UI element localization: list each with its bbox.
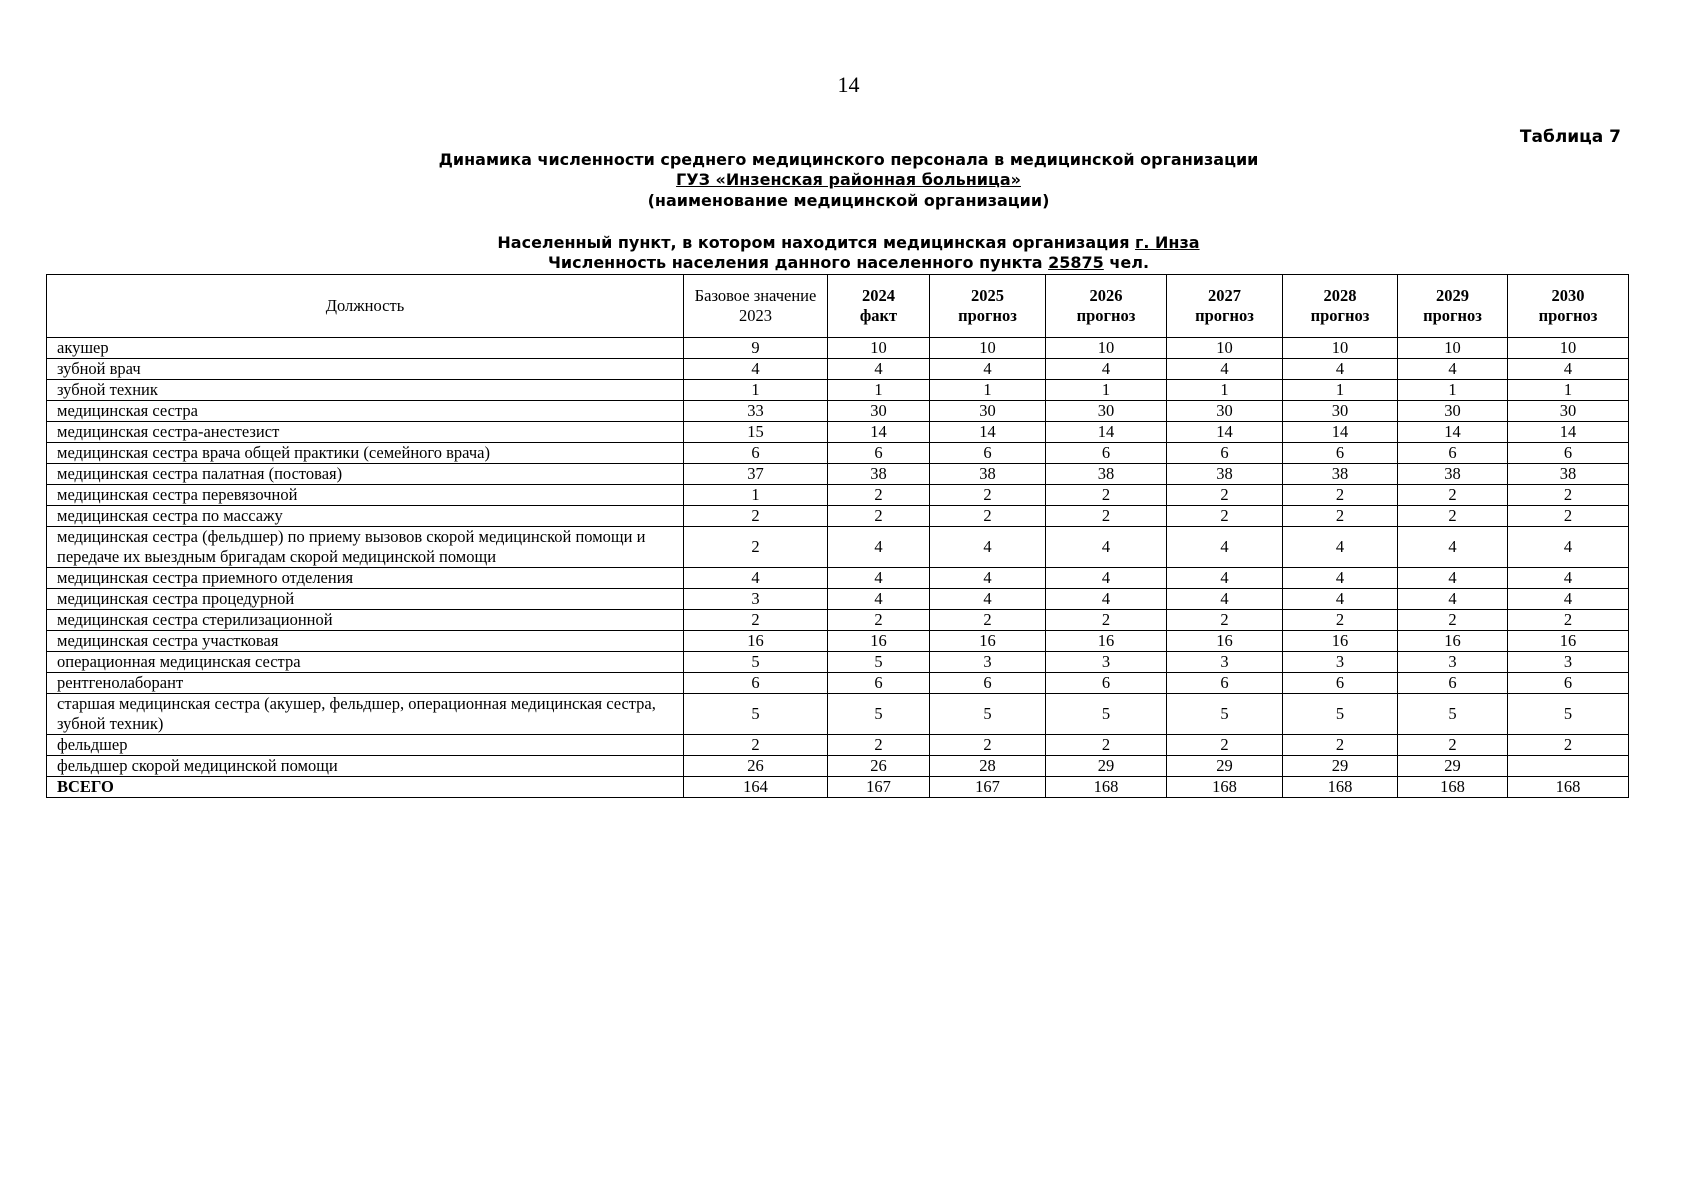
value-2029: 4 (1398, 568, 1508, 589)
value-2028: 1 (1283, 380, 1398, 401)
value-2025: 2 (930, 735, 1046, 756)
header-2024-year: 2024 (862, 286, 895, 305)
value-2026: 16 (1046, 631, 1167, 652)
header-2029-year: 2029 (1436, 286, 1469, 305)
value-2025: 38 (930, 464, 1046, 485)
value-base: 37 (684, 464, 828, 485)
table-row (47, 735, 1629, 756)
value-2024: 1 (828, 380, 930, 401)
value-2028: 2 (1283, 735, 1398, 756)
value-2025: 3 (930, 652, 1046, 673)
value-2029: 10 (1398, 338, 1508, 359)
value-2027: 16 (1167, 631, 1283, 652)
position-name: рентгенолаборант (47, 673, 684, 694)
table-row (47, 422, 1629, 443)
population-suffix: чел. (1103, 253, 1150, 272)
value-2026: 2 (1046, 506, 1167, 527)
header-2028 (1283, 275, 1398, 338)
header-2029-type: прогноз (1423, 306, 1482, 325)
value-2026: 3 (1046, 652, 1167, 673)
value-2029: 14 (1398, 422, 1508, 443)
value-2026: 2 (1046, 485, 1167, 506)
position-name: медицинская сестра палатная (постовая) (47, 464, 684, 485)
value-2029: 2 (1398, 735, 1508, 756)
value-2027: 1 (1167, 380, 1283, 401)
value-2025: 10 (930, 338, 1046, 359)
value-2030: 16 (1508, 631, 1629, 652)
value-2027: 29 (1167, 756, 1283, 777)
value-2024: 6 (828, 443, 930, 464)
value-2030: 14 (1508, 422, 1629, 443)
value-base: 4 (684, 359, 828, 380)
value-2026: 29 (1046, 756, 1167, 777)
population-value: 25875 (1048, 253, 1104, 272)
value-2027: 4 (1167, 359, 1283, 380)
value-base: 164 (684, 777, 828, 798)
position-name: медицинская сестра-анестезист (47, 422, 684, 443)
value-base: 16 (684, 631, 828, 652)
settlement-prefix: Населенный пункт, в котором находится медицинская организация (497, 233, 1136, 252)
position-name: зубной врач (47, 359, 684, 380)
value-2025: 14 (930, 422, 1046, 443)
value-2026: 4 (1046, 527, 1167, 568)
value-2026: 38 (1046, 464, 1167, 485)
value-2030: 1 (1508, 380, 1629, 401)
value-2028: 38 (1283, 464, 1398, 485)
value-2027: 4 (1167, 527, 1283, 568)
value-2027: 38 (1167, 464, 1283, 485)
value-2029: 4 (1398, 527, 1508, 568)
position-name: ВСЕГО (47, 777, 684, 798)
table-label: Таблица 7 (1519, 127, 1621, 147)
position-name: медицинская сестра перевязочной (47, 485, 684, 506)
value-2028: 10 (1283, 338, 1398, 359)
header-2028-type: прогноз (1310, 306, 1370, 325)
table-row (47, 401, 1629, 422)
table-body (47, 338, 1629, 798)
value-2027: 3 (1167, 652, 1283, 673)
value-2027: 2 (1167, 506, 1283, 527)
value-2025: 30 (930, 401, 1046, 422)
value-2027: 10 (1167, 338, 1283, 359)
value-2025: 28 (930, 756, 1046, 777)
value-base: 2 (684, 735, 828, 756)
population-prefix: Численность населения данного населенного пункта (547, 253, 1049, 272)
table-row (47, 338, 1629, 359)
value-2028: 4 (1283, 589, 1398, 610)
value-2024: 167 (828, 777, 930, 798)
position-name: операционная медицинская сестра (47, 652, 684, 673)
header-2025 (930, 275, 1046, 338)
value-2025: 6 (930, 443, 1046, 464)
position-name: медицинская сестра по массажу (47, 506, 684, 527)
value-2027: 5 (1167, 694, 1283, 735)
value-2028: 3 (1283, 652, 1398, 673)
table-row (47, 610, 1629, 631)
value-2029: 29 (1398, 756, 1508, 777)
position-name: медицинская сестра участковая (47, 631, 684, 652)
value-2030: 4 (1508, 359, 1629, 380)
value-2024: 4 (828, 568, 930, 589)
value-2024: 38 (828, 464, 930, 485)
value-2025: 2 (930, 506, 1046, 527)
header-2026-year: 2026 (1089, 286, 1123, 305)
value-2027: 4 (1167, 568, 1283, 589)
position-name: старшая медицинская сестра (акушер, фельдшер, операционная медицинская сестра, зубной техник) (47, 694, 684, 735)
header-2025-year: 2025 (971, 286, 1004, 305)
value-2029: 2 (1398, 485, 1508, 506)
value-base: 2 (684, 527, 828, 568)
header-position: Должность (47, 275, 684, 338)
table-row (47, 359, 1629, 380)
value-2029: 2 (1398, 610, 1508, 631)
value-2024: 2 (828, 610, 930, 631)
total-row (47, 777, 1629, 798)
position-name: акушер (47, 338, 684, 359)
population-line (0, 253, 1697, 273)
value-2026: 1 (1046, 380, 1167, 401)
value-2026: 6 (1046, 443, 1167, 464)
table-row (47, 652, 1629, 673)
value-2029: 4 (1398, 589, 1508, 610)
value-2026: 5 (1046, 694, 1167, 735)
value-2030 (1508, 756, 1629, 777)
value-2027: 14 (1167, 422, 1283, 443)
value-2025: 16 (930, 631, 1046, 652)
table-row (47, 756, 1629, 777)
position-name: фельдшер (47, 735, 684, 756)
value-2028: 4 (1283, 568, 1398, 589)
value-2028: 2 (1283, 485, 1398, 506)
value-2030: 3 (1508, 652, 1629, 673)
value-2026: 4 (1046, 568, 1167, 589)
organization-caption: (наименование медицинской организации) (647, 191, 1050, 210)
value-2027: 6 (1167, 673, 1283, 694)
value-2025: 4 (930, 589, 1046, 610)
position-name: медицинская сестра (47, 401, 684, 422)
header-2027 (1167, 275, 1283, 338)
value-2030: 2 (1508, 610, 1629, 631)
value-2028: 16 (1283, 631, 1398, 652)
value-2024: 10 (828, 338, 930, 359)
value-base: 6 (684, 673, 828, 694)
value-2024: 14 (828, 422, 930, 443)
value-2025: 2 (930, 485, 1046, 506)
value-2025: 4 (930, 568, 1046, 589)
header-2026-type: прогноз (1076, 306, 1136, 325)
value-2027: 30 (1167, 401, 1283, 422)
value-2029: 168 (1398, 777, 1508, 798)
value-2028: 5 (1283, 694, 1398, 735)
table-row (47, 443, 1629, 464)
value-2030: 168 (1508, 777, 1629, 798)
value-2027: 2 (1167, 610, 1283, 631)
table-row (47, 380, 1629, 401)
value-2024: 6 (828, 673, 930, 694)
value-2025: 6 (930, 673, 1046, 694)
header-2026 (1046, 275, 1167, 338)
header-2024 (828, 275, 930, 338)
value-2030: 4 (1508, 589, 1629, 610)
value-base: 5 (684, 694, 828, 735)
value-2027: 168 (1167, 777, 1283, 798)
value-2024: 5 (828, 694, 930, 735)
table-row (47, 673, 1629, 694)
value-2026: 30 (1046, 401, 1167, 422)
value-2026: 4 (1046, 589, 1167, 610)
value-2030: 2 (1508, 485, 1629, 506)
value-2025: 4 (930, 359, 1046, 380)
value-2030: 30 (1508, 401, 1629, 422)
value-2030: 6 (1508, 673, 1629, 694)
header-2025-type: прогноз (958, 306, 1017, 325)
value-2026: 4 (1046, 359, 1167, 380)
value-base: 15 (684, 422, 828, 443)
table-row (47, 485, 1629, 506)
table-row (47, 568, 1629, 589)
position-name: медицинская сестра приемного отделения (47, 568, 684, 589)
value-2029: 2 (1398, 506, 1508, 527)
value-2028: 168 (1283, 777, 1398, 798)
value-2028: 4 (1283, 359, 1398, 380)
value-2025: 1 (930, 380, 1046, 401)
document-title: Динамика численности среднего медицинского персонала в медицинской организации (438, 150, 1259, 169)
header-2027-year: 2027 (1208, 286, 1241, 305)
value-2025: 4 (930, 527, 1046, 568)
value-base: 1 (684, 485, 828, 506)
value-2028: 29 (1283, 756, 1398, 777)
value-base: 26 (684, 756, 828, 777)
table-row (47, 527, 1629, 568)
value-2024: 2 (828, 735, 930, 756)
value-base: 2 (684, 610, 828, 631)
value-2025: 2 (930, 610, 1046, 631)
value-2030: 5 (1508, 694, 1629, 735)
value-2027: 2 (1167, 735, 1283, 756)
position-name: медицинская сестра (фельдшер) по приему вызовов скорой медицинской помощи и передаче их выездным бригадам скорой медицинской помощи (47, 527, 684, 568)
value-2029: 4 (1398, 359, 1508, 380)
table-row (47, 694, 1629, 735)
value-2024: 16 (828, 631, 930, 652)
value-2024: 2 (828, 506, 930, 527)
value-2029: 30 (1398, 401, 1508, 422)
value-2027: 4 (1167, 589, 1283, 610)
value-base: 4 (684, 568, 828, 589)
position-name: медицинская сестра стерилизационной (47, 610, 684, 631)
position-name: медицинская сестра процедурной (47, 589, 684, 610)
header-2027-type: прогноз (1195, 306, 1254, 325)
value-base: 3 (684, 589, 828, 610)
value-2027: 2 (1167, 485, 1283, 506)
value-2030: 10 (1508, 338, 1629, 359)
value-2030: 6 (1508, 443, 1629, 464)
organization-name (0, 170, 1697, 190)
value-base: 5 (684, 652, 828, 673)
table-row (47, 464, 1629, 485)
value-2024: 2 (828, 485, 930, 506)
value-2026: 14 (1046, 422, 1167, 443)
value-2028: 6 (1283, 673, 1398, 694)
value-2029: 5 (1398, 694, 1508, 735)
value-2024: 26 (828, 756, 930, 777)
value-2025: 5 (930, 694, 1046, 735)
header-2029 (1398, 275, 1508, 338)
header-base: Базовое значение 2023 (684, 275, 828, 338)
value-2026: 2 (1046, 735, 1167, 756)
value-2029: 3 (1398, 652, 1508, 673)
value-2026: 168 (1046, 777, 1167, 798)
position-name: зубной техник (47, 380, 684, 401)
value-2027: 6 (1167, 443, 1283, 464)
value-2030: 38 (1508, 464, 1629, 485)
value-2028: 6 (1283, 443, 1398, 464)
table-header-row (47, 275, 1629, 338)
header-2024-type: факт (859, 306, 898, 325)
organization-name-text: ГУЗ «Инзенская районная больница» (676, 170, 1021, 189)
value-2029: 6 (1398, 443, 1508, 464)
value-2026: 6 (1046, 673, 1167, 694)
header-2030 (1508, 275, 1629, 338)
table-row (47, 506, 1629, 527)
value-2030: 2 (1508, 506, 1629, 527)
position-name: медицинская сестра врача общей практики (семейного врача) (47, 443, 684, 464)
value-2024: 4 (828, 359, 930, 380)
value-base: 6 (684, 443, 828, 464)
value-2026: 2 (1046, 610, 1167, 631)
value-2028: 2 (1283, 506, 1398, 527)
value-base: 9 (684, 338, 828, 359)
header-2028-year: 2028 (1323, 286, 1357, 305)
table-row (47, 589, 1629, 610)
value-2026: 10 (1046, 338, 1167, 359)
value-2025: 167 (930, 777, 1046, 798)
value-2029: 16 (1398, 631, 1508, 652)
value-base: 33 (684, 401, 828, 422)
value-2028: 4 (1283, 527, 1398, 568)
value-base: 1 (684, 380, 828, 401)
value-2028: 14 (1283, 422, 1398, 443)
settlement-name: г. Инза (1135, 233, 1200, 252)
position-name: фельдшер скорой медицинской помощи (47, 756, 684, 777)
value-2030: 4 (1508, 527, 1629, 568)
value-2030: 4 (1508, 568, 1629, 589)
value-2024: 5 (828, 652, 930, 673)
value-2029: 38 (1398, 464, 1508, 485)
header-2030-type: прогноз (1538, 306, 1598, 325)
value-2024: 4 (828, 589, 930, 610)
value-2029: 6 (1398, 673, 1508, 694)
value-2024: 4 (828, 527, 930, 568)
staff-dynamics-table (46, 274, 1629, 798)
value-2028: 2 (1283, 610, 1398, 631)
value-2029: 1 (1398, 380, 1508, 401)
header-2030-year: 2030 (1551, 286, 1585, 305)
page-number: 14 (837, 72, 860, 97)
table-row (47, 631, 1629, 652)
settlement-line (0, 233, 1697, 253)
value-base: 2 (684, 506, 828, 527)
value-2028: 30 (1283, 401, 1398, 422)
value-2024: 30 (828, 401, 930, 422)
value-2030: 2 (1508, 735, 1629, 756)
